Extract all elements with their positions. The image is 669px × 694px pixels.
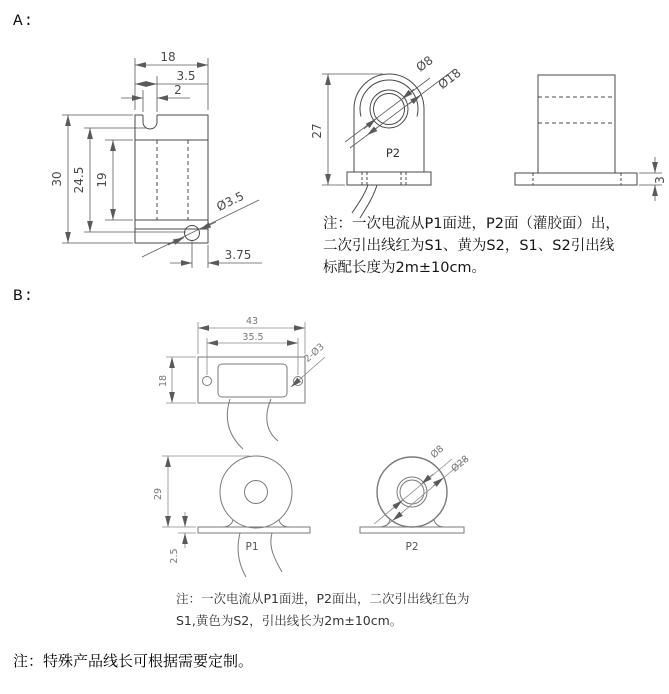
dim-b-height: 18 <box>158 374 169 388</box>
port-label-a-p2: P2 <box>385 146 401 160</box>
dim-a-slot-offset: 3.5 <box>176 69 196 83</box>
dim-a-width: 18 <box>160 50 176 64</box>
section-a-note-line2: 二次引出线红为S1、黄为S2，S1、S2引出线 <box>323 238 615 254</box>
dim-b-mount-holes: 2-Ø3 <box>302 341 327 365</box>
dim-a-hole-offset: 3.75 <box>224 248 252 262</box>
section-a-front-view <box>50 50 262 268</box>
dim-a-slot-width: 2 <box>174 83 182 97</box>
port-label-b-p2: P2 <box>405 541 419 553</box>
section-a-note-line1: 注：一次电流从P1面进，P2面（灌胶面）出， <box>323 216 620 232</box>
dim-a-base-thickness: 3 <box>653 176 667 184</box>
section-b-note-line2: S1,黄色为S2，引出线长为2m±10cm。 <box>176 613 403 628</box>
section-a-note <box>323 213 669 279</box>
section-b-label: B: <box>13 287 35 305</box>
dim-b-outer-dia: Ø28 <box>449 453 472 475</box>
section-a-note-line3: 标配长度为2m±10cm。 <box>323 260 487 276</box>
section-b-top-view <box>158 316 327 449</box>
section-b-note <box>176 588 506 632</box>
dim-a-core-height: 19 <box>95 172 109 188</box>
section-a-side-view <box>515 75 667 201</box>
section-a-label: A: <box>13 12 35 30</box>
section-b-p1-view <box>153 456 310 577</box>
dim-b-hole-dia: Ø8 <box>428 443 447 461</box>
dim-a-face-height: 27 <box>310 123 324 139</box>
dim-a-ring-dia: Ø18 <box>435 65 464 92</box>
dim-a-height: 30 <box>50 171 64 187</box>
dim-b-base-thickness: 2.5 <box>169 548 180 564</box>
footer-note: 注：特殊产品线长可根据需要定制。 <box>13 652 254 670</box>
dim-b-hole-span: 35.5 <box>242 332 264 343</box>
section-b-p2-view <box>360 444 471 553</box>
section-b-note-line1: 注：一次电流从P1面进，P2面出，二次引出线红色为 <box>176 591 470 606</box>
port-label-b-p1: P1 <box>245 541 259 553</box>
dim-b-width: 43 <box>245 316 259 327</box>
dim-a-inner-height: 24.5 <box>72 166 86 194</box>
dim-b-p1-height: 29 <box>153 487 164 501</box>
section-a-face-view <box>310 53 464 218</box>
dim-a-hole-dia: Ø3.5 <box>214 188 247 214</box>
dim-a-hole-inner-dia: Ø8 <box>413 53 436 75</box>
